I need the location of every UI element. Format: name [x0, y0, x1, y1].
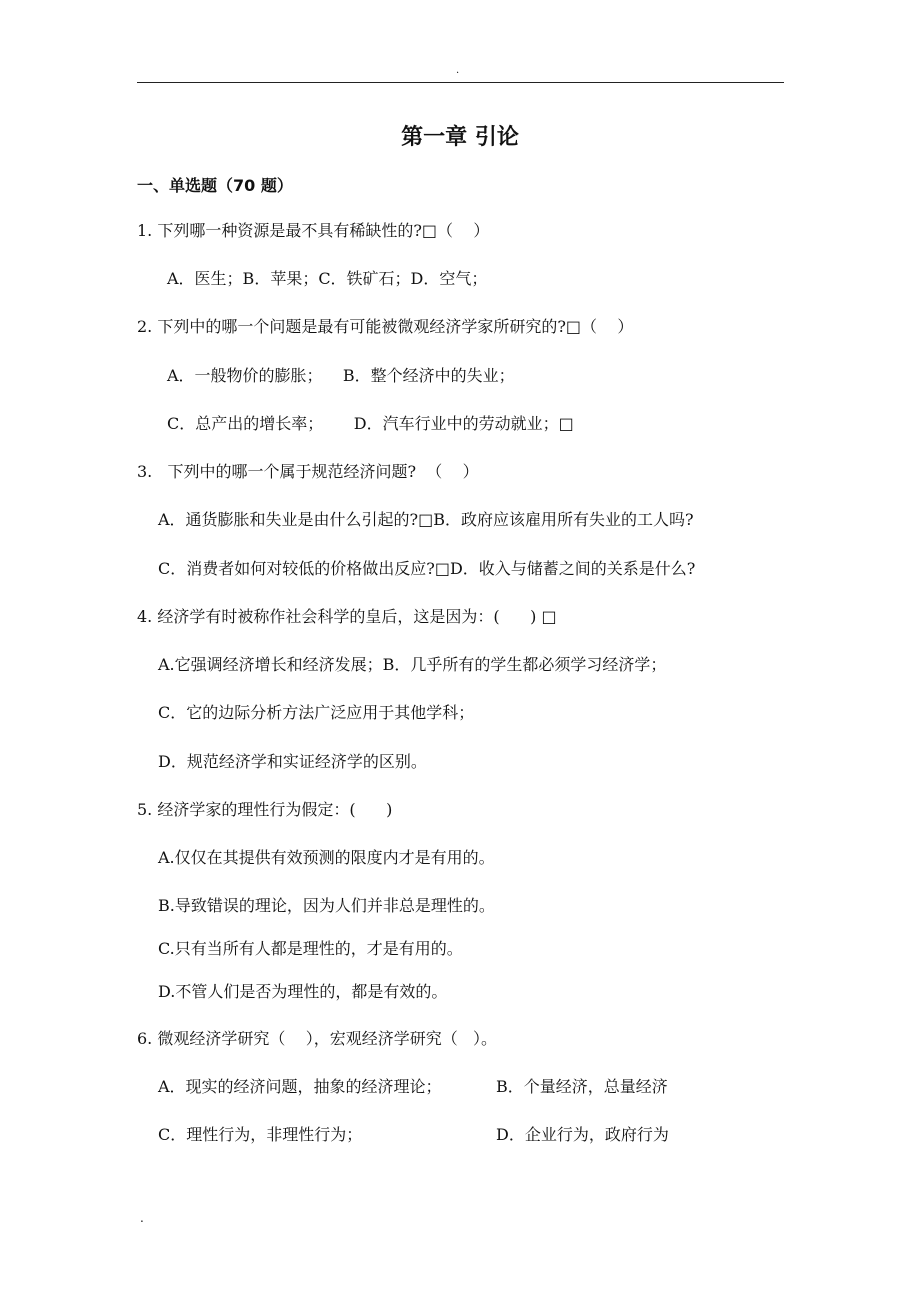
question-3-options-ab: A．通货膨胀和失业是由什么引起的?□B．政府应该雇用所有失业的工人吗?	[158, 510, 694, 529]
question-6-option-b: B．个量经济，总量经济	[496, 1077, 668, 1096]
section-heading: 一、单选题（70 题）	[137, 176, 293, 195]
question-6-option-d: D．企业行为，政府行为	[496, 1125, 669, 1144]
question-5-option-a: A.仅仅在其提供有效预测的限度内才是有用的。	[158, 848, 495, 867]
question-5-option-d: D.不管人们是否为理性的，都是有效的。	[158, 982, 448, 1001]
header-rule	[137, 82, 784, 83]
question-4: 4. 经济学有时被称作社会科学的皇后，这是因为：( ) □	[137, 607, 557, 626]
question-1: 1. 下列哪一种资源是最不具有稀缺性的?□（ ）	[137, 221, 490, 240]
question-4-option-d: D．规范经济学和实证经济学的区别。	[158, 752, 427, 771]
question-4-option-c: C．它的边际分析方法广泛应用于其他学科；	[158, 703, 475, 722]
question-3-options-cd: C．消费者如何对较低的价格做出反应?□D．收入与储蓄之间的关系是什么?	[158, 559, 696, 578]
question-6-option-c: C．理性行为，非理性行为；	[158, 1125, 363, 1144]
question-3: 3. 下列中的哪一个属于规范经济问题? （ ）	[137, 462, 479, 481]
question-4-options-ab: A.它强调经济增长和经济发展；B．几乎所有的学生都必须学习经济学；	[158, 655, 667, 674]
question-1-options: A．医生；B．苹果；C．铁矿石；D．空气；	[167, 269, 488, 288]
question-5-option-c: C.只有当所有人都是理性的，才是有用的。	[158, 939, 463, 958]
question-5-option-b: B.导致错误的理论，因为人们并非总是理性的。	[158, 896, 495, 915]
question-6-option-a: A．现实的经济问题，抽象的经济理论；	[158, 1077, 442, 1096]
chapter-title: 第一章 引论	[401, 125, 519, 150]
question-2-options-ab: A．一般物价的膨胀； B．整个经济中的失业；	[167, 366, 515, 385]
question-2: 2. 下列中的哪一个问题是最有可能被微观经济学家所研究的?□（ ）	[137, 317, 634, 336]
footer-mark: .	[140, 1211, 144, 1225]
question-2-options-cd: C．总产出的增长率； D．汽车行业中的劳动就业；□	[167, 414, 574, 433]
header-mark: .	[456, 65, 460, 76]
question-5: 5. 经济学家的理性行为假定：( )	[137, 800, 393, 819]
question-6: 6. 微观经济学研究（ ），宏观经济学研究（ ）。	[137, 1029, 497, 1048]
